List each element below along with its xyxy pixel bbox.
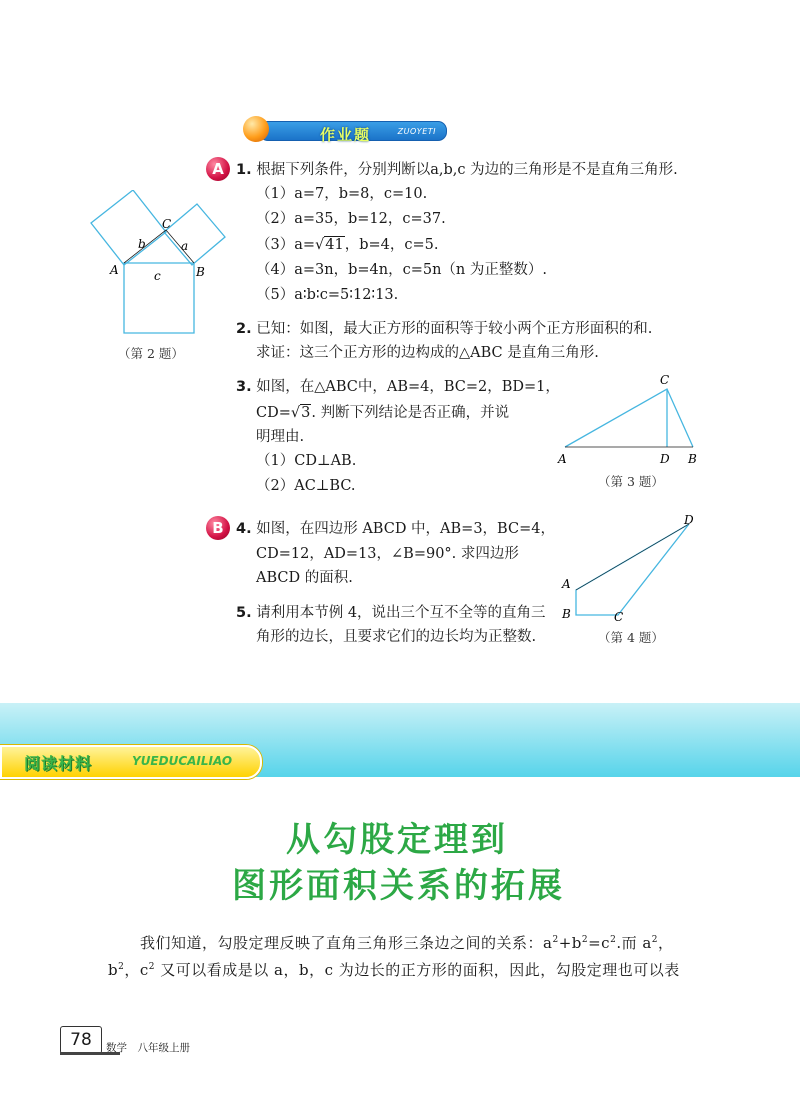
question-3-line-2 (256, 403, 509, 423)
q1-item-3 (256, 235, 439, 255)
sqrt-sign-icon: √ (315, 237, 325, 253)
fig2-square-b (91, 190, 166, 265)
q1-item-4: （4）a=3n，b=4n，c=5n（n 为正整数）. (256, 262, 547, 278)
question-3-line-1: 如图，在△ABC中，AB=4，BC=2，BD=1， (256, 379, 560, 395)
q1-item-3-pre: （3）a= (256, 237, 316, 253)
fig3-label-B: B (688, 452, 697, 466)
figure-3-caption: （第 3 题） (598, 474, 664, 489)
reading-title-line-1: 从勾股定理到 (286, 820, 508, 860)
sup-2: 2 (148, 962, 155, 972)
question-4 (236, 519, 555, 539)
q3-item-1: （1）CD⊥AB. (256, 453, 357, 469)
sup-2: 2 (581, 935, 589, 945)
para-1-c: =c (588, 934, 611, 952)
para-1-b: +b (558, 934, 582, 952)
sup-2: 2 (118, 962, 125, 972)
sup-2: 2 (651, 935, 659, 945)
q1-item-3-radicand: 41 (325, 237, 344, 253)
q1-item-5: （5）a∶b∶c=5∶12∶13. (256, 287, 399, 303)
fig4-label-C: C (614, 610, 624, 624)
figure-4-caption: （第 4 题） (598, 630, 664, 645)
reading-label: 阅读材料 (24, 754, 93, 773)
question-2-number: 2. (236, 321, 252, 337)
homework-title: 作业题 (320, 126, 372, 144)
question-1-text: 根据下列条件，分别判断以a,b,c 为边的三角形是不是直角三角形. (256, 162, 678, 178)
question-2-line-1: 已知：如图，最大正方形的面积等于较小两个正方形面积的和. (256, 321, 653, 337)
fig2-label-b: b (138, 237, 146, 251)
para-2-b: ，c (124, 961, 149, 979)
orange-ball-icon (243, 116, 269, 142)
question-3 (236, 377, 560, 397)
question-4-line-1: 如图，在四边形 ABCD 中，AB=3，BC=4， (256, 521, 555, 537)
question-5-line-1: 请利用本节例 4，说出三个互不全等的直角三 (256, 605, 546, 621)
fig3-label-A: A (558, 452, 567, 466)
para-1-e: ， (658, 934, 674, 952)
q1-item-2: （2）a=35，b=12，c=37. (256, 211, 446, 227)
para-1-d: .而 a (616, 934, 652, 952)
fig2-label-B: B (196, 265, 205, 279)
question-5 (236, 603, 546, 623)
q3-item-2: （2）AC⊥BC. (256, 478, 356, 494)
section-b-badge: B (206, 516, 230, 540)
fig3-label-D: D (660, 452, 670, 466)
reading-paragraph-line-1 (140, 933, 674, 953)
sup-2: 2 (552, 935, 559, 945)
fig4-label-D: D (684, 513, 694, 527)
footer-book-title: 数学 八年级上册 (106, 1042, 190, 1054)
figure-2-caption: （第 2 题） (118, 346, 184, 361)
page-number: 78 (60, 1026, 102, 1054)
fig2-label-a: a (181, 239, 189, 253)
q1-item-1: （1）a=7，b=8，c=10. (256, 186, 428, 202)
figure-4 (556, 512, 706, 627)
question-4-number: 4. (236, 521, 252, 537)
question-3-number: 3. (236, 379, 252, 395)
fig4-label-A: A (562, 577, 571, 591)
figure-2 (86, 190, 226, 340)
fig2-label-c: c (154, 269, 161, 283)
sqrt-sign-icon: √ (290, 405, 301, 421)
homework-pinyin: ZUOYETI (397, 127, 436, 136)
homework-banner (237, 116, 447, 144)
para-1-a: 我们知道，勾股定理反映了直角三角形三条边之间的关系：a (140, 934, 553, 952)
homework-bar (259, 121, 447, 144)
fig2-label-A: A (110, 263, 119, 277)
q1-item-3-tail: ，b=4，c=5. (344, 237, 439, 253)
q3-line-2-post: . 判断下列结论是否正确，并说 (311, 405, 510, 421)
fig4-quadrilateral (576, 524, 689, 615)
fig3-sides (565, 389, 693, 447)
fig4-side-ad (576, 524, 689, 590)
reading-pinyin: YUEDUCAILIAO (132, 754, 233, 768)
fig4-label-B: B (562, 607, 571, 621)
q3-radicand: 3 (301, 405, 311, 421)
reading-title-line-2: 图形面积关系的拓展 (232, 866, 565, 906)
reading-paragraph-line-2 (108, 960, 680, 980)
fig2-label-C: C (162, 217, 172, 231)
question-2-line-2: 求证：这三个正方形的边构成的△ABC 是直角三角形. (256, 345, 599, 361)
reading-label-pill (0, 745, 262, 779)
question-1 (236, 160, 678, 180)
q3-line-2-pre: CD= (256, 405, 291, 421)
section-a-badge: A (206, 157, 230, 181)
question-3-line-3: 明理由. (256, 429, 305, 445)
question-4-line-2: CD=12，AD=13，∠B=90°. 求四边形 (256, 546, 519, 562)
question-1-number: 1. (236, 162, 252, 178)
fig3-label-C: C (660, 373, 670, 387)
fig2-square-a (164, 204, 225, 265)
question-2 (236, 319, 652, 339)
question-4-line-3: ABCD 的面积. (256, 570, 353, 586)
question-5-line-2: 角形的边长，且要求它们的边长均为正整数. (256, 629, 537, 645)
para-2-a: b (108, 961, 119, 979)
sup-2: 2 (610, 935, 617, 945)
figure-3 (550, 372, 710, 467)
para-2-c: 又可以看成是以 a，b，c 为边长的正方形的面积，因此，勾股定理也可以表 (154, 961, 680, 979)
question-5-number: 5. (236, 605, 252, 621)
